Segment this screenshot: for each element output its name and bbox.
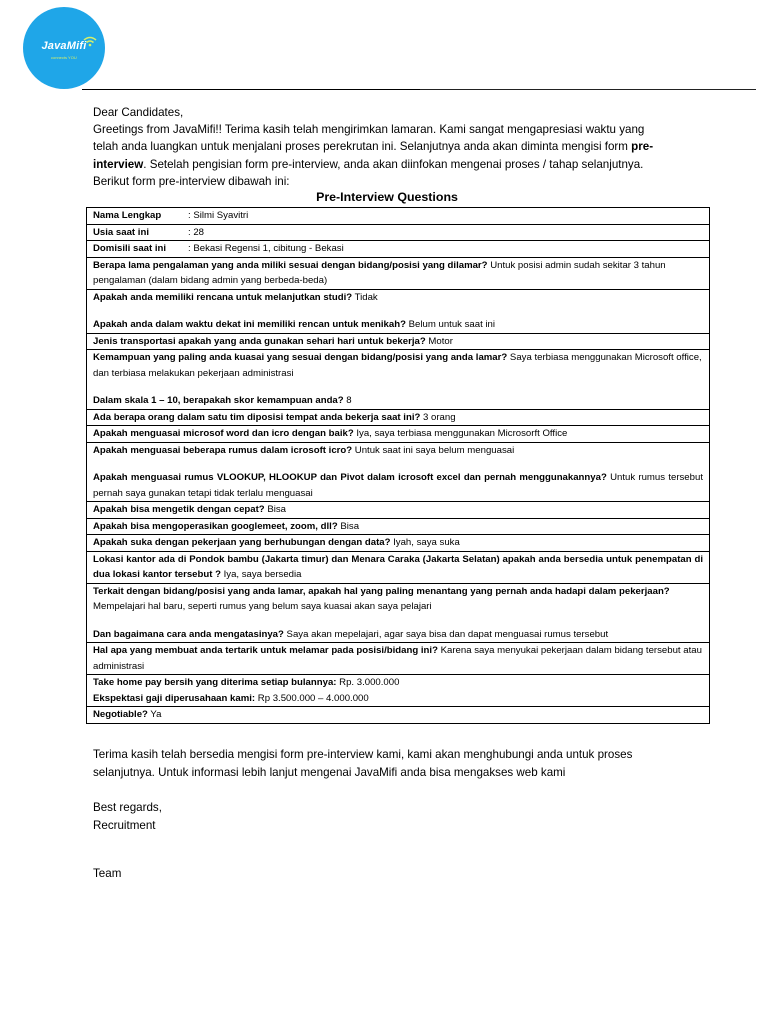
closing-paragraph (93, 746, 693, 781)
header-divider (82, 89, 420, 90)
answer-team: 3 orang (420, 411, 456, 423)
question-cope: Dan bagaimana cara anda mengatasinya? (93, 628, 284, 640)
pre-interview-form (86, 207, 710, 724)
form-row-study-marriage (87, 289, 710, 333)
intro-line-1: Greetings from JavaMifi!! Terima kasih telah mengirimkan lamaran. Kami sangat mengapresiasi waktu yang (93, 123, 645, 137)
answer-challenge: Mempelajari hal baru, seperti rumus yang belum saya kuasai akan saya pelajari (93, 601, 432, 612)
name-label: Nama Lengkap (93, 210, 162, 221)
question-expectation: Ekspektasi gaji diperusahaan kami: (93, 692, 256, 704)
department-text: Recruitment (93, 818, 156, 832)
form-row-age (87, 224, 710, 241)
answer-study: Tidak (352, 291, 378, 303)
answer-typing: Bisa (264, 504, 287, 515)
form-row-interest (87, 643, 710, 675)
closing-line-2: selanjutnya. Untuk informasi lebih lanjut mengenai JavaMifi anda bisa mengakses web kami (93, 765, 566, 779)
question-data: Apakah suka dengan pekerjaan yang berhubungan dengan data? (93, 537, 391, 548)
answer-meet: Bisa (337, 520, 360, 532)
question-scale: Dalam skala 1 – 10, berapakah skor kemampuan anda? (93, 395, 344, 406)
form-row-word (87, 426, 710, 443)
question-word: Apakah menguasai microsof word dan icro dengan baik? (93, 428, 354, 439)
answer-skill: Saya terbiasa menggunakan Microsoft office, dan terbiasa melakukan pekerjaan administrasi (93, 352, 702, 379)
answer-location: Iya, saya bersedia (220, 569, 302, 580)
question-interest: Hal apa yang membuat anda tertarik untuk melamar pada posisi/bidang ini? (93, 645, 438, 656)
form-row-location (87, 551, 710, 583)
form-row-meet (87, 518, 710, 535)
answer-negotiable: Ya (147, 709, 162, 720)
answer-takehome: Rp. 3.000.000 (336, 677, 400, 688)
form-row-salary (87, 675, 710, 707)
form-row-team (87, 409, 710, 426)
closing-line-1: Terima kasih telah bersedia mengisi form pre-interview kami, kami akan menghubungi anda untuk proses (93, 748, 633, 761)
form-row-domicile (87, 241, 710, 258)
answer-experience: Untuk posisi admin sudah sekitar 3 tahun pengalaman (dalam bidang admin yang berbeda-beda) (93, 259, 666, 286)
domicile-value: : Bekasi Regensi 1, cibitung - Bekasi (188, 243, 344, 254)
wifi-icon (82, 36, 98, 48)
answer-cope: Saya akan mepelajari, agar saya bisa dan dapat menguasai rumus tersebut (283, 628, 609, 640)
signature-block (93, 799, 162, 834)
header-divider-right (420, 89, 756, 90)
logo-tagline: connects YOU (51, 55, 77, 60)
domicile-label: Domisili saat ini (93, 243, 167, 254)
answer-scale: 8 (343, 395, 352, 406)
answer-formula: Untuk saat ini saya belum menguasai (352, 444, 515, 456)
answer-marriage: Belum untuk saat ini (405, 319, 496, 330)
answer-data: Iyah, saya suka (390, 537, 460, 548)
form-row-name (87, 208, 710, 225)
form-row-negotiable (87, 707, 710, 724)
question-negotiable: Negotiable? (93, 709, 148, 720)
question-formula: Apakah menguasai beberapa rumus dalam icrosoft icro? (93, 444, 353, 456)
answer-expectation: Rp 3.500.000 – 4.000.000 (255, 692, 369, 704)
form-row-data (87, 535, 710, 552)
form-title: Pre-Interview Questions (316, 190, 458, 204)
form-row-typing (87, 502, 710, 519)
team-text: Team (93, 867, 122, 880)
answer-interest: Karena saya menyukai pekerjaan dalam bidang tersebut atau administrasi (93, 645, 702, 672)
answer-transport: Motor (425, 335, 453, 347)
regards-text: Best regards, (93, 801, 162, 814)
question-meet: Apakah bisa mengoperasikan googlemeet, zoom, dll? (93, 520, 338, 532)
question-experience: Berapa lama pengalaman yang anda miliki sesuai dengan bidang/posisi yang dilamar? (93, 259, 488, 271)
answer-word: Iya, saya terbiasa menggunakan Microsorft Office (353, 428, 568, 439)
intro-line-2: telah anda luangkan untuk menjalani proses perekrutan ini. Selanjutnya anda akan diminta mengisi form pre- (93, 140, 654, 154)
age-value: : 28 (188, 226, 205, 238)
question-vlookup: Apakah menguasai rumus VLOOKUP, HLOOKUP dan Pivot dalam icrosoft excel dan pernah menggunakannya? (93, 472, 607, 483)
age-label: Usia saat ini (93, 226, 149, 238)
question-transport: Jenis transportasi apakah yang anda gunakan sehari hari untuk bekerja? (93, 335, 426, 347)
question-location: Lokasi kantor ada di Pondok bambu (Jakarta timur) dan Menara Caraka (Jakarta Selatan) apakah anda bersedia untuk penempatan di dua lokasi kantor tersebut ? (93, 553, 703, 580)
intro-letter (93, 104, 693, 190)
question-typing: Apakah bisa mengetik dengan cepat? (93, 504, 265, 515)
company-logo (23, 7, 105, 89)
form-row-formula (87, 442, 710, 502)
intro-line-3: interview. Setelah pengisian form pre-interview, anda akan diinfokan mengenai proses / tahap selanjutnya. (93, 157, 644, 171)
question-takehome: Take home pay bersih yang diterima setiap bulannya: (93, 677, 337, 688)
question-challenge: Terkait dengan bidang/posisi yang anda lamar, apakah hal yang paling menantang yang pernah anda hadapi dalam pekerjaan? (93, 585, 670, 597)
logo-text: JavaMifi (41, 40, 87, 52)
answer-vlookup: Untuk rumus tersebut pernah saya gunakan tetapi tidak terlalu menguasai (93, 472, 703, 499)
form-row-skill (87, 350, 710, 410)
name-value: : Silmi Syavitri (188, 210, 249, 221)
question-marriage: Apakah anda dalam waktu dekat ini memiliki rencan untuk menikah? (93, 319, 406, 330)
question-skill: Kemampuan yang paling anda kuasai yang sesuai dengan bidang/posisi yang anda lamar? (93, 352, 508, 363)
question-team: Ada berapa orang dalam satu tim diposisi tempat anda bekerja saat ini? (93, 411, 421, 423)
form-row-challenge (87, 583, 710, 643)
greeting: Dear Candidates, (93, 106, 184, 119)
form-row-experience (87, 257, 710, 289)
form-row-transport (87, 333, 710, 350)
intro-line-4: Berikut form pre-interview dibawah ini: (93, 174, 290, 188)
question-study: Apakah anda memiliki rencana untuk melanjutkan studi? (93, 291, 353, 303)
